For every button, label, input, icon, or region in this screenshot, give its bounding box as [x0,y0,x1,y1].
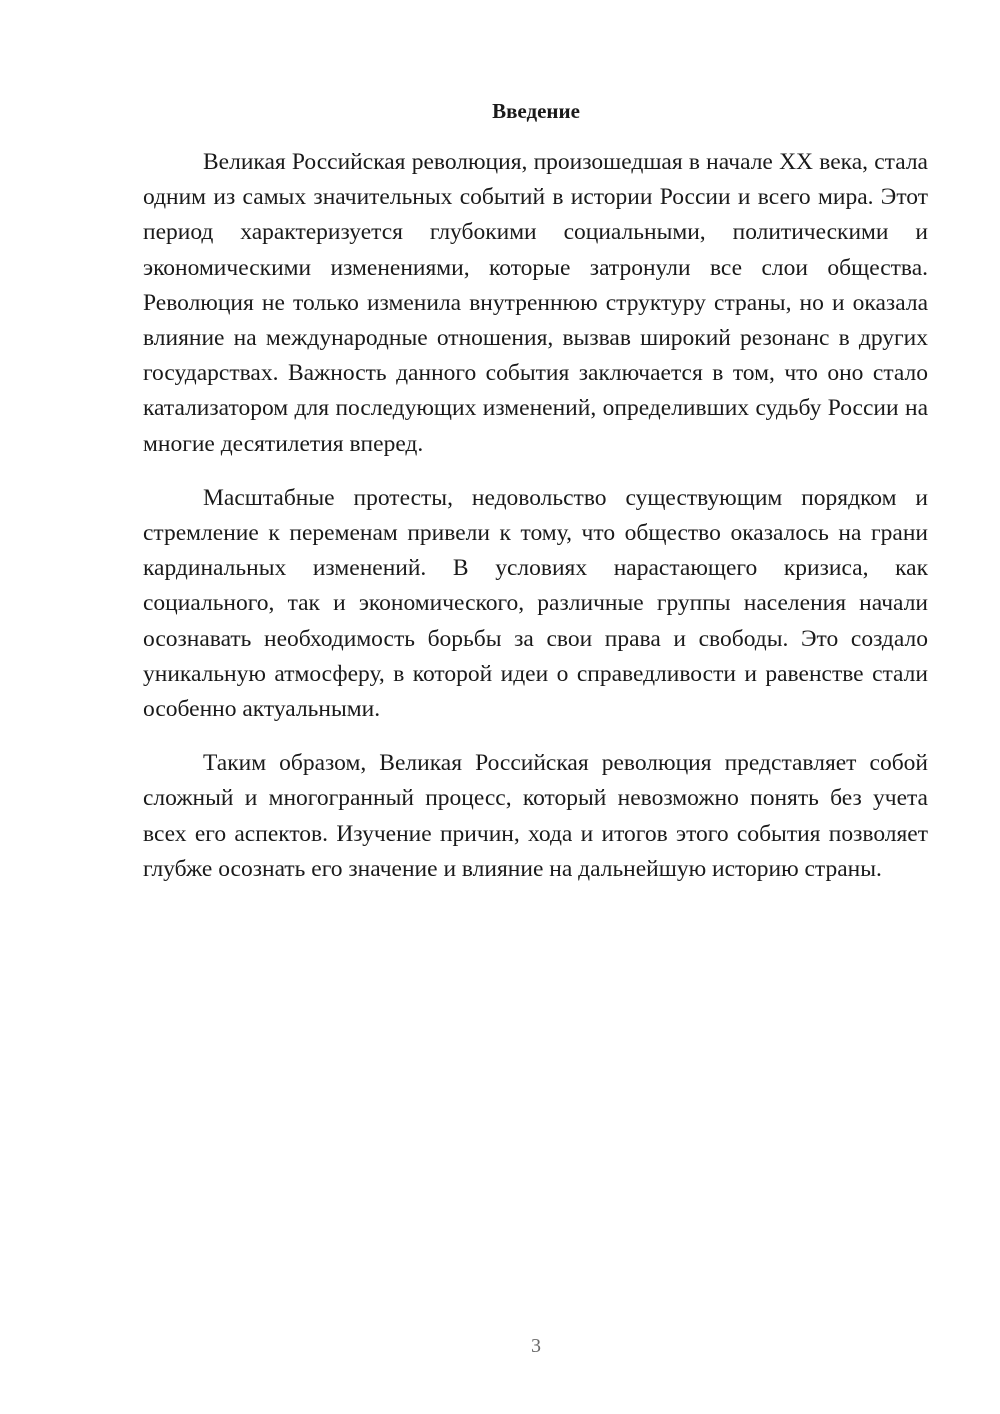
paragraph-1: Великая Российская революция, произошедшая в начале XX века, стала одним из самых значительных событий в истории России и всего мира. Этот период характеризуется глубокими социальными, политическими и экономическими изменениями, которые затронули все слои общества. Революция не только изменила внутреннюю структуру страны, но и оказала влияние на международные отношения, вызвав широкий резонанс в других государствах. Важность данного события заключается в том, что оно стало катализатором для последующих изменений, определивших судьбу России на многие десятилетия вперед. [143,149,928,457]
page-number: 3 [531,1335,541,1357]
paragraph-2: Масштабные протесты, недовольство существующим порядком и стремление к переменам привели к тому, что общество оказалось на грани кардинальных изменений. В условиях нарастающего кризиса, как социального, так и экономического, различные группы населения начали осознавать необходимость борьбы за свои права и свободы. Это создало уникальную атмосферу, в которой идеи о справедливости и равенстве стали особенно актуальными. [143,484,928,723]
body-text [143,145,928,906]
section-heading: Введение [492,99,580,123]
paragraph-3: Таким образом, Великая Российская революция представляет собой сложный и многогранный процесс, который невозможно понять без учета всех его аспектов. Изучение причин, хода и итогов этого события позволяет глубже осознать его значение и влияние на дальнейшую историю страны. [143,750,928,882]
